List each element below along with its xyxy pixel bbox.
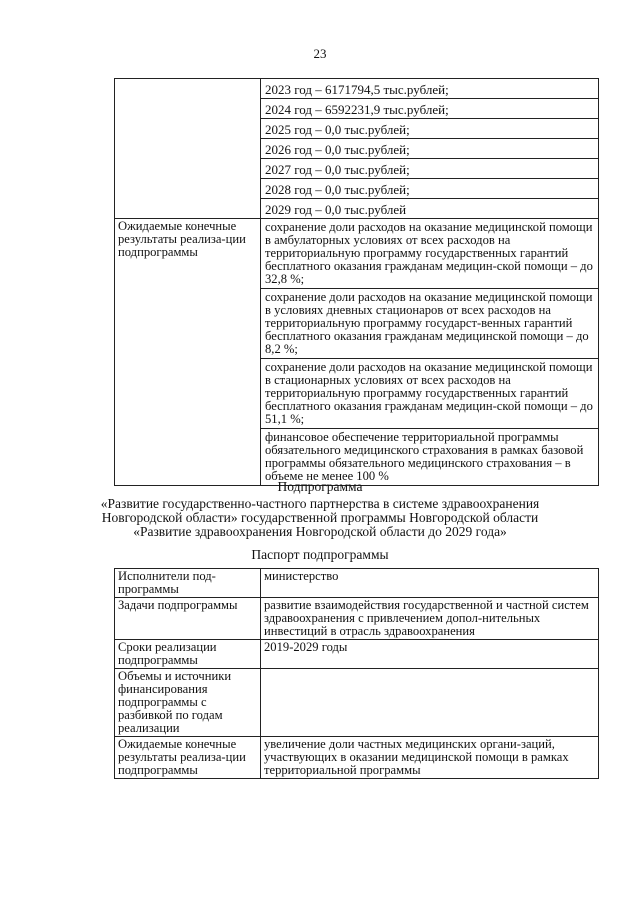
row-label: Исполнители под-программы <box>115 569 261 598</box>
year-line: 2026 год – 0,0 тыс.рублей; <box>261 139 598 159</box>
table-row <box>115 737 599 779</box>
result-item: финансовое обеспечение территориальной программы обязательного медицинского страхования в рамках базовой программы обязательного медицинского страхования – в объеме не менее 100 % <box>265 430 584 483</box>
subprogram-name-line: Новгородской области» государственной программы Новгородской области <box>101 510 539 525</box>
row-value: 2019-2029 годы <box>261 640 599 669</box>
year-line: 2028 год – 0,0 тыс.рублей; <box>261 179 598 199</box>
row-label: Задачи подпрограммы <box>115 598 261 640</box>
result-item: сохранение доли расходов на оказание медицинской помощи в условиях дневных стационаров от всех расходов на территориальную программу государст-венных гарантий бесплатного оказания гражданам медицинской помощи – до 8,2 %; <box>261 289 598 359</box>
passport-table <box>114 568 599 779</box>
table-row <box>115 598 599 640</box>
row-value: развитие взаимодействия государственной и частной систем здравоохранения с привлечением допол-нительных инвестиций в отрасль здравоохранения <box>261 598 599 640</box>
year-line: 2027 год – 0,0 тыс.рублей; <box>261 159 598 179</box>
subprogram-heading: Подпрограмма <box>277 479 363 494</box>
page-number: 23 <box>313 46 327 61</box>
result-item: сохранение доли расходов на оказание медицинской помощи в амбулаторных условиях от всех расходов на территориальную программу государственных гарантий бесплатного оказания гражданам медицин-ской помощи – до 32,8 %; <box>261 219 598 289</box>
subprogram-name-line: «Развитие государственно-частного партнерства в системе здравоохранения <box>100 496 540 511</box>
table-row <box>115 569 599 598</box>
row-value: увеличение доли частных медицинских органи-заций, участвующих в оказании медицинской помощи в рамках территориальной программы <box>261 737 599 779</box>
row-value: министерство <box>261 569 599 598</box>
result-item: сохранение доли расходов на оказание медицинской помощи в стационарных условиях от всех расходов на территориальную программу государственных гарантий бесплатного оказания гражданам медицин-ской помощи – до 51,1 %; <box>261 359 598 429</box>
row-label: Объемы и источники финансирования подпрограммы с разбивкой по годам реализации <box>115 669 261 737</box>
row-value <box>261 669 599 737</box>
row-label: Ожидаемые конечные результаты реализа-ции подпрограммы <box>115 737 261 779</box>
subprogram-name <box>0 497 640 539</box>
table-row <box>115 640 599 669</box>
results-cell <box>261 219 599 486</box>
table-cell-empty <box>115 79 261 219</box>
table-row <box>115 669 599 737</box>
table-row <box>115 79 599 219</box>
passport-heading: Паспорт подпрограммы <box>251 547 389 562</box>
subprogram-name-line: «Развитие здравоохранения Новгородской области до 2029 года» <box>133 524 507 539</box>
funding-results-table <box>114 78 599 486</box>
year-line: 2025 год – 0,0 тыс.рублей; <box>261 119 598 139</box>
row-label: Сроки реализации подпрограммы <box>115 640 261 669</box>
year-line: 2024 год – 6592231,9 тыс.рублей; <box>261 99 598 119</box>
year-line: 2029 год – 0,0 тыс.рублей <box>265 202 407 217</box>
results-label: Ожидаемые конечные результаты реализа-ции подпрограммы <box>115 219 261 486</box>
year-line: 2023 год – 6171794,5 тыс.рублей; <box>261 79 598 99</box>
years-funding-cell <box>261 79 599 219</box>
table-row <box>115 219 599 486</box>
